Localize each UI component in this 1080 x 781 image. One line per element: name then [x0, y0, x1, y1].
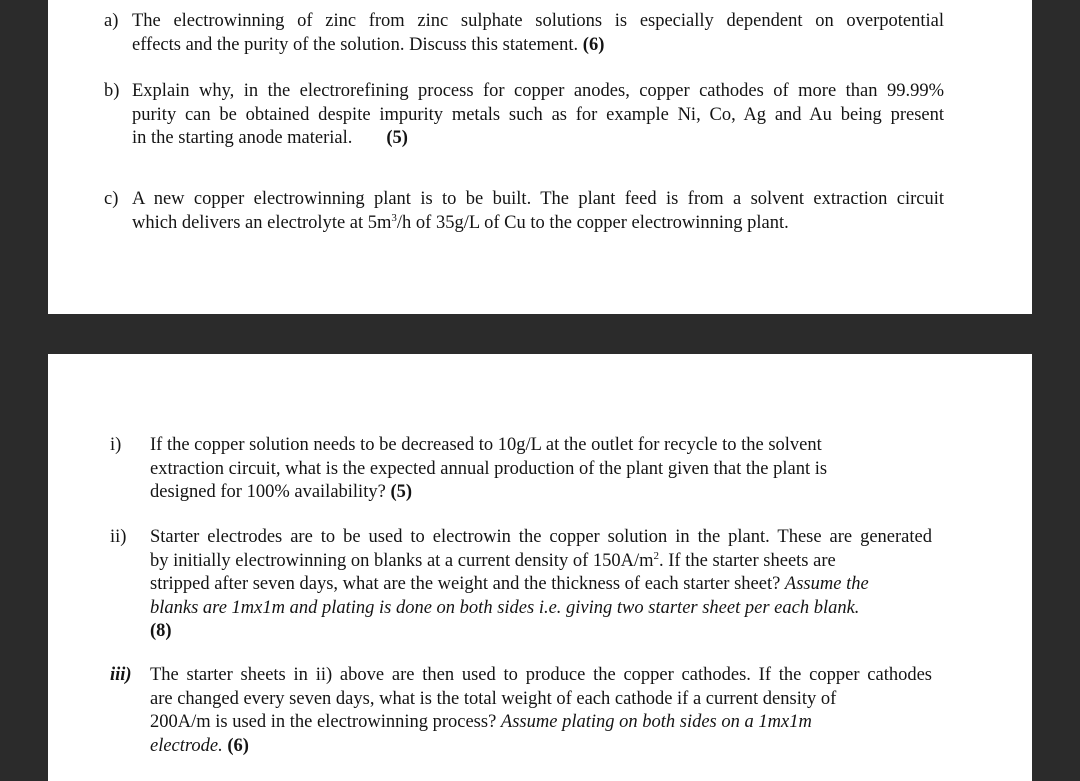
question-ii-text — [150, 526, 932, 644]
question-c-line-2 — [132, 212, 944, 236]
question-ii-line-3 — [150, 573, 932, 597]
question-c-line-2-pre: which delivers an electrolyte at 5m — [132, 212, 392, 233]
question-a-line-1: The electrowinning of zinc from zinc sulphate solutions is especially dependent on overpotential — [132, 11, 944, 31]
question-a-marks: (6) — [582, 34, 605, 55]
question-a-label: a) — [104, 11, 119, 31]
page-bottom — [48, 354, 1032, 781]
question-ii — [110, 526, 932, 644]
question-ii-line-4: blanks are 1mx1m and plating is done on both sides i.e. giving two starter sheet per each blank. — [150, 597, 860, 618]
question-iii-line-4 — [150, 735, 932, 759]
question-ii-line-2-post: . If the starter sheets are — [659, 550, 836, 571]
question-b-label: b) — [104, 81, 120, 101]
question-ii-line-3-pre: stripped after seven days, what are the weight and the thickness of each starter sheet? — [150, 574, 781, 594]
question-a-text — [132, 10, 944, 57]
question-c-text — [132, 188, 944, 235]
question-i — [110, 434, 932, 505]
question-i-marks: (5) — [390, 482, 413, 502]
question-ii-line-1: Starter electrodes are to be used to electrowin the copper solution in the plant. These are generated — [150, 527, 932, 547]
question-i-line-3-text: designed for 100% availability? — [150, 482, 386, 502]
question-b-line-3-text: in the starting anode material. — [132, 128, 353, 148]
question-i-line-1: If the copper solution needs to be decreased to 10g/L at the outlet for recycle to the solvent — [150, 435, 822, 455]
question-iii-line-2: are changed every seven days, what is the total weight of each cathode if a current density of — [150, 688, 837, 709]
question-ii-line-2-pre: by initially electrowinning on blanks at a current density of 150A/m — [150, 550, 654, 571]
question-iii-line-3-italic: Assume plating on both sides on a 1mx1m — [500, 712, 812, 732]
question-iii-line-3-pre: 200A/m is used in the electrowinning process? — [150, 712, 497, 732]
question-c-line-2-post: /h of 35g/L of Cu to the copper electrowinning plant. — [396, 212, 789, 233]
question-b — [104, 80, 944, 151]
question-iii-line-3 — [150, 711, 932, 735]
question-b-marks: (5) — [386, 128, 408, 148]
question-b-line-1: Explain why, in the electrorefining process for copper anodes, copper cathodes of more than 99.99% — [132, 81, 944, 101]
question-iii-text — [150, 664, 932, 758]
question-a — [104, 10, 944, 57]
question-iii-line-1: The starter sheets in ii) above are then used to produce the copper cathodes. If the copper cathodes — [150, 665, 932, 685]
question-b-line-3 — [132, 127, 944, 151]
question-i-line-2: extraction circuit, what is the expected annual production of the plant given that the plant is — [150, 458, 828, 479]
question-iii-label: iii) — [110, 665, 132, 685]
question-ii-label: ii) — [110, 527, 127, 547]
question-b-line-2: purity can be obtained despite impurity metals such as for example Ni, Co, Ag and Au being present — [132, 104, 944, 125]
question-c-line-1: A new copper electrowinning plant is to be built. The plant feed is from a solvent extraction circuit — [132, 189, 944, 209]
question-ii-line-2 — [150, 550, 932, 574]
question-iii-line-4-italic: electrode. — [150, 735, 223, 756]
question-c-superscript: 3 — [391, 211, 397, 224]
question-a-line-2 — [132, 34, 944, 58]
question-a-line-2-text: effects and the purity of the solution. Discuss this statement. — [132, 34, 579, 55]
question-b-text — [132, 80, 944, 151]
question-c-label: c) — [104, 189, 119, 209]
question-i-text — [150, 434, 932, 505]
question-iii-marks: (6) — [227, 735, 249, 756]
question-ii-superscript: 2 — [653, 549, 660, 562]
question-c — [104, 188, 944, 235]
question-i-label: i) — [110, 435, 122, 455]
page-top — [48, 0, 1032, 314]
question-ii-marks: (8) — [150, 621, 172, 641]
question-i-line-3 — [150, 481, 932, 505]
question-iii — [110, 664, 932, 758]
question-ii-line-3-italic: Assume the — [784, 574, 869, 594]
